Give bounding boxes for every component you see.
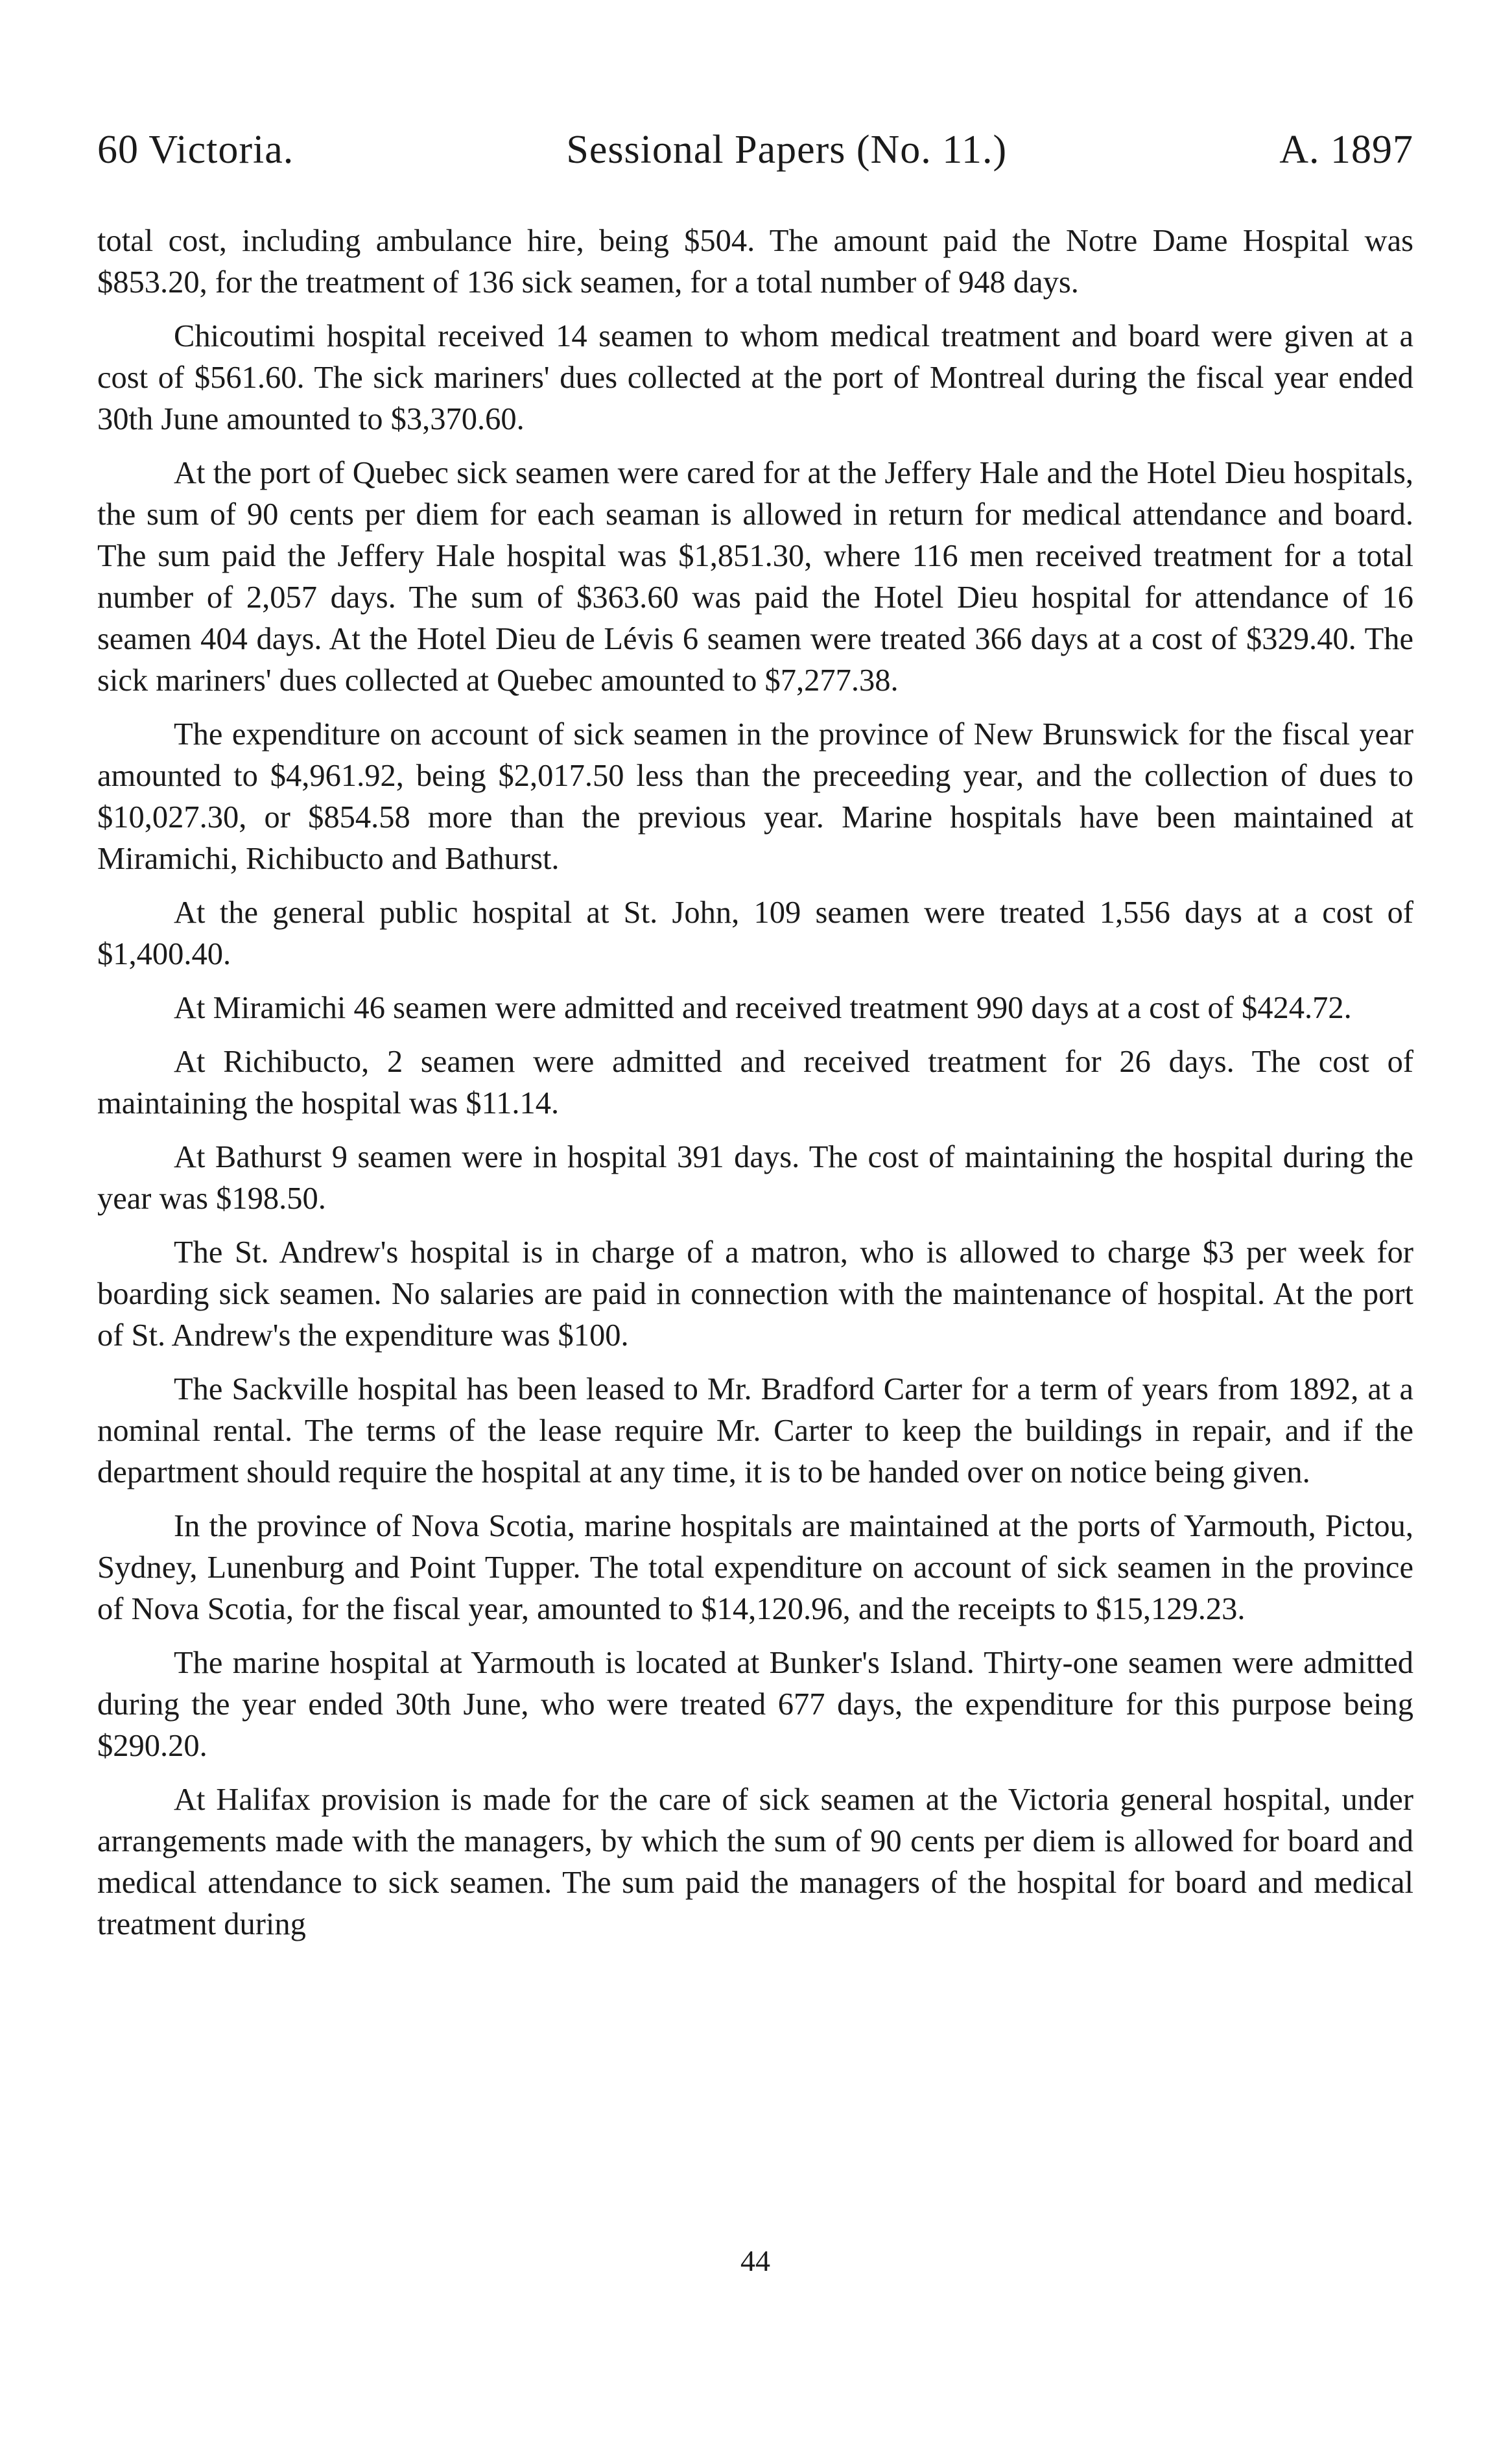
body-text	[97, 220, 1413, 1958]
paragraph-quebec: At the port of Quebec sick seamen were cared for at the Jeffery Hale and the Hotel Dieu hospitals, the sum of 90 cents per diem for each seaman is allowed in return for medical attendance and board. The sum paid the Jeffery Hale hospital was $1,851.30, where 116 men received treatment for a total number of 2,057 days. The sum of $363.60 was paid the Hotel Dieu hospital for attendance of 16 seamen 404 days. At the Hotel Dieu de Lévis 6 seamen were treated 366 days at a cost of $329.40. The sick mariners' dues collected at Quebec amounted to $7,277.38.	[97, 456, 1413, 698]
running-header	[97, 127, 1413, 179]
paragraph-miramichi: At Miramichi 46 seamen were admitted and received treatment 990 days at a cost of $424.72.	[174, 991, 1352, 1025]
paragraph-continued: total cost, including ambulance hire, being $504. The amount paid the Notre Dame Hospital was $853.20, for the treatment of 136 sick seamen, for a total number of 948 days.	[97, 224, 1413, 300]
paragraph-st-andrews: The St. Andrew's hospital is in charge of a matron, who is allowed to charge $3 per week for boarding sick seamen. No salaries are paid in connection with the maintenance of hospital. At the port of St. Andrew's the expenditure was $100.	[97, 1235, 1413, 1353]
paragraph-chicoutimi: Chicoutimi hospital received 14 seamen to whom medical treatment and board were given at a cost of $561.60. The sick mariners' dues collected at the port of Montreal during the fiscal year ended 30th June amounted to $3,370.60.	[97, 319, 1413, 436]
header-title: Sessional Papers (No. 11.)	[566, 128, 1008, 172]
paragraph-sackville: The Sackville hospital has been leased to Mr. Bradford Carter for a term of years from 1892, at a nominal rental. The terms of the lease require Mr. Carter to keep the buildings in repair, and if the department should require the hospital at any time, it is to be handed over on notice being given.	[97, 1372, 1413, 1489]
paragraph-new-brunswick: The expenditure on account of sick seamen in the province of New Brunswick for the fiscal year amounted to $4,961.92, being $2,017.50 less than the preceeding year, and the collection of dues to $10,027.30, or $854.58 more than the previous year. Marine hospitals have been maintained at Miramichi, Richibucto and Bathurst.	[97, 717, 1413, 876]
paragraph-nova-scotia: In the province of Nova Scotia, marine hospitals are maintained at the ports of Yarmouth, Pictou, Sydney, Lunenburg and Point Tupper. The total expenditure on account of sick seamen in the province of Nova Scotia, for the fiscal year, amounted to $14,120.96, and the receipts to $15,129.23.	[97, 1509, 1413, 1626]
paragraph-yarmouth: The marine hospital at Yarmouth is located at Bunker's Island. Thirty-one seamen were admitted during the year ended 30th June, who were treated 677 days, the expenditure for this purpose being $290.20.	[97, 1646, 1413, 1763]
page-number: 44	[740, 2244, 770, 2277]
document-page	[97, 0, 1413, 2442]
paragraph-bathurst: At Bathurst 9 seamen were in hospital 391 days. The cost of maintaining the hospital during the year was $198.50.	[97, 1140, 1413, 1216]
paragraph-halifax: At Halifax provision is made for the care of sick seamen at the Victoria general hospital, under arrangements made with the managers, by which the sum of 90 cents per diem is allowed for board and medical attendance to sick seamen. The sum paid the managers of the hospital for board and medical treatment during	[97, 1783, 1413, 1941]
header-volume: 60 Victoria.	[97, 128, 294, 172]
paragraph-st-john: At the general public hospital at St. John, 109 seamen were treated 1,556 days at a cost of $1,400.40.	[97, 895, 1413, 971]
header-year: A. 1897	[1279, 128, 1413, 172]
paragraph-richibucto: At Richibucto, 2 seamen were admitted and received treatment for 26 days. The cost of maintaining the hospital was $11.14.	[97, 1045, 1413, 1120]
